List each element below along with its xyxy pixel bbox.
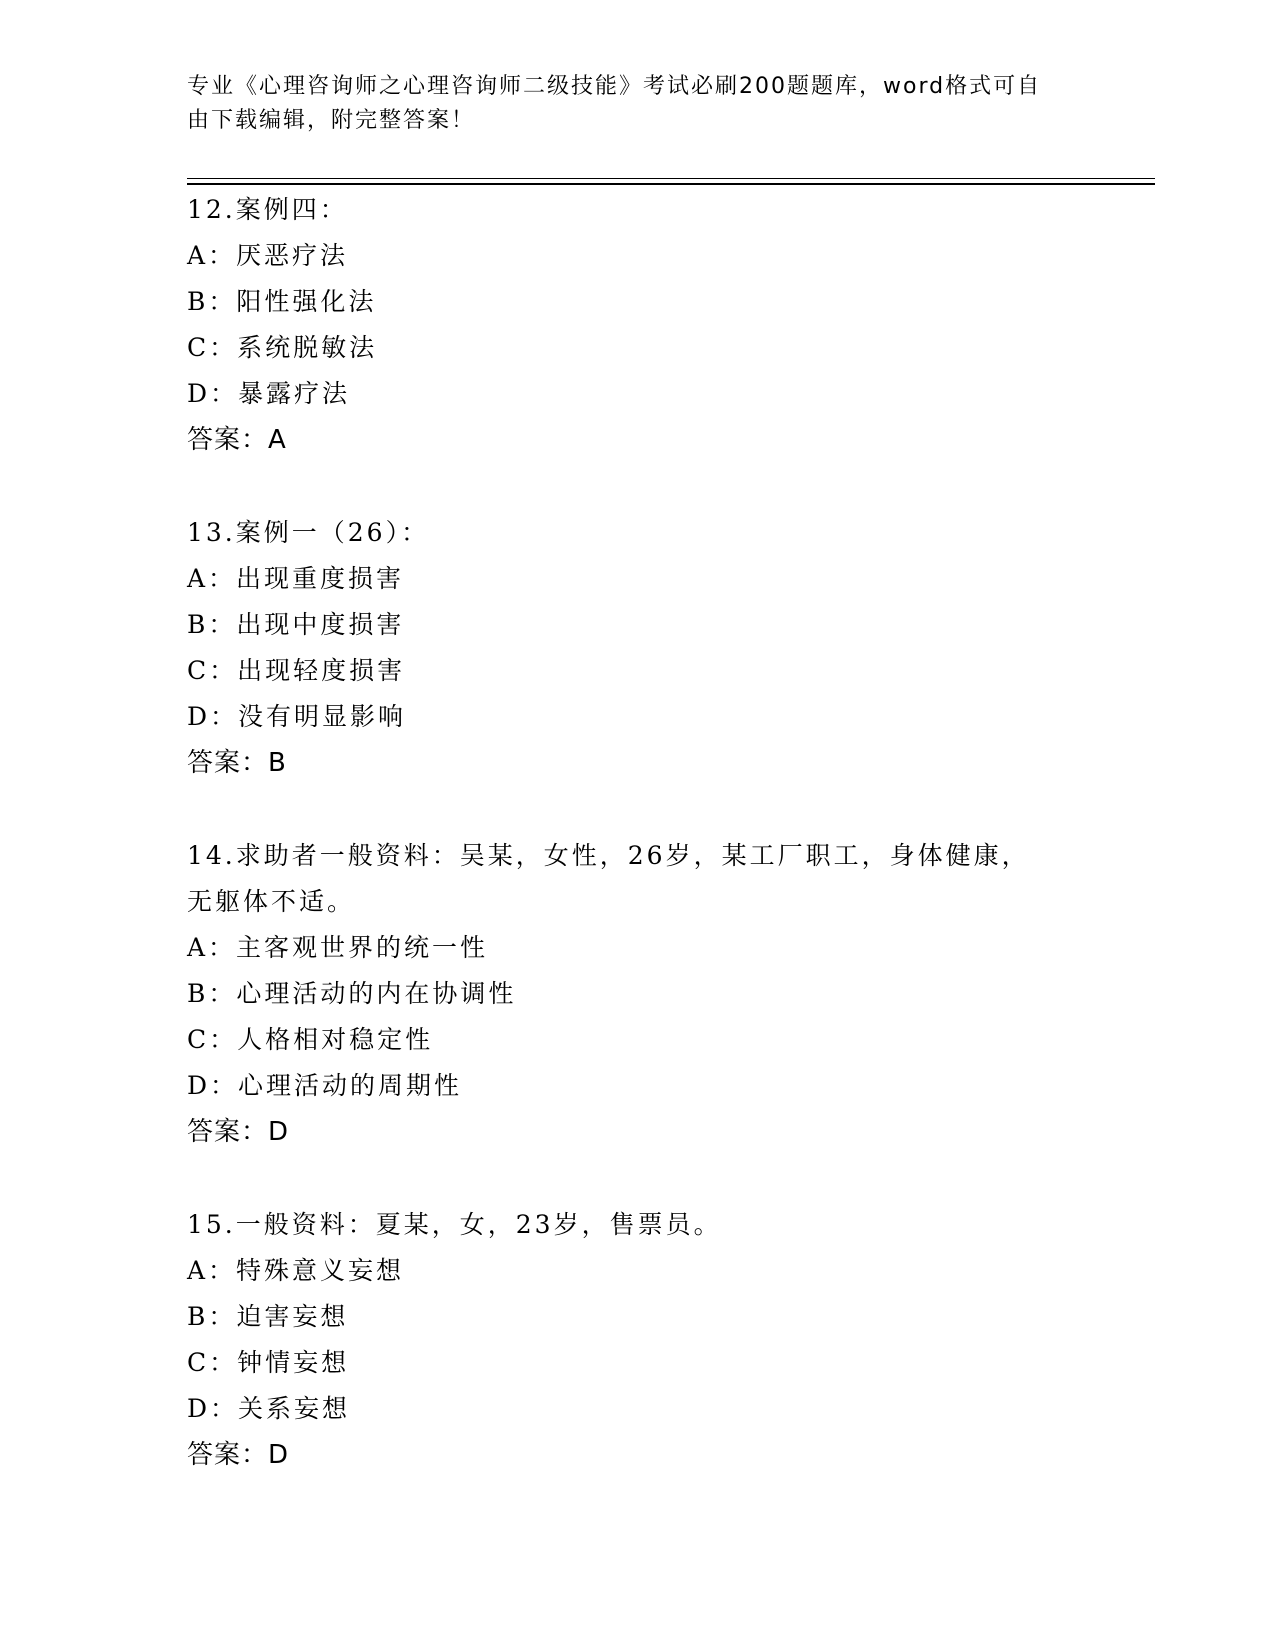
option-c: C：人格相对稳定性: [187, 1025, 434, 1054]
question-13: [187, 510, 1087, 786]
header-line-2: 由下载编辑，附完整答案！: [187, 108, 476, 133]
question-14: [187, 833, 1087, 1155]
option-c: C：系统脱敏法: [187, 333, 378, 362]
question-stem: 13.案例一（26）：: [187, 518, 430, 547]
answer: 答案：D: [187, 1440, 290, 1470]
answer: 答案：A: [187, 425, 287, 455]
option-d: D：暴露疗法: [187, 379, 351, 408]
question-12: [187, 187, 1087, 463]
question-15: [187, 1202, 1087, 1478]
question-stem: 15.一般资料：夏某，女，23岁，售票员。: [187, 1210, 722, 1239]
option-a: A：主客观世界的统一性: [187, 933, 489, 962]
question-list: [187, 187, 1087, 1525]
question-stem: 14.求助者一般资料：吴某，女性，26岁，某工厂职工，身体健康，无躯体不适。: [187, 841, 1030, 916]
option-b: B：迫害妄想: [187, 1302, 349, 1331]
option-d: D：心理活动的周期性: [187, 1071, 463, 1100]
option-d: D：没有明显影响: [187, 702, 407, 731]
option-a: A：厌恶疗法: [187, 241, 349, 270]
document-header: [187, 70, 1067, 138]
option-a: A：特殊意义妄想: [187, 1256, 405, 1285]
option-c: C：出现轻度损害: [187, 656, 406, 685]
header-line-1: 专业《心理咨询师之心理咨询师二级技能》考试必刷200题题库，word格式可自: [187, 74, 1042, 99]
option-b: B：阳性强化法: [187, 287, 377, 316]
option-c: C：钟情妄想: [187, 1348, 350, 1377]
question-stem: 12.案例四：: [187, 195, 348, 224]
header-rule-thick: [187, 183, 1155, 185]
option-d: D：关系妄想: [187, 1394, 351, 1423]
answer: 答案：B: [187, 748, 287, 778]
option-b: B：出现中度损害: [187, 610, 405, 639]
answer: 答案：D: [187, 1117, 290, 1147]
option-b: B：心理活动的内在协调性: [187, 979, 517, 1008]
option-a: A：出现重度损害: [187, 564, 405, 593]
header-rule-thin: [187, 178, 1155, 179]
